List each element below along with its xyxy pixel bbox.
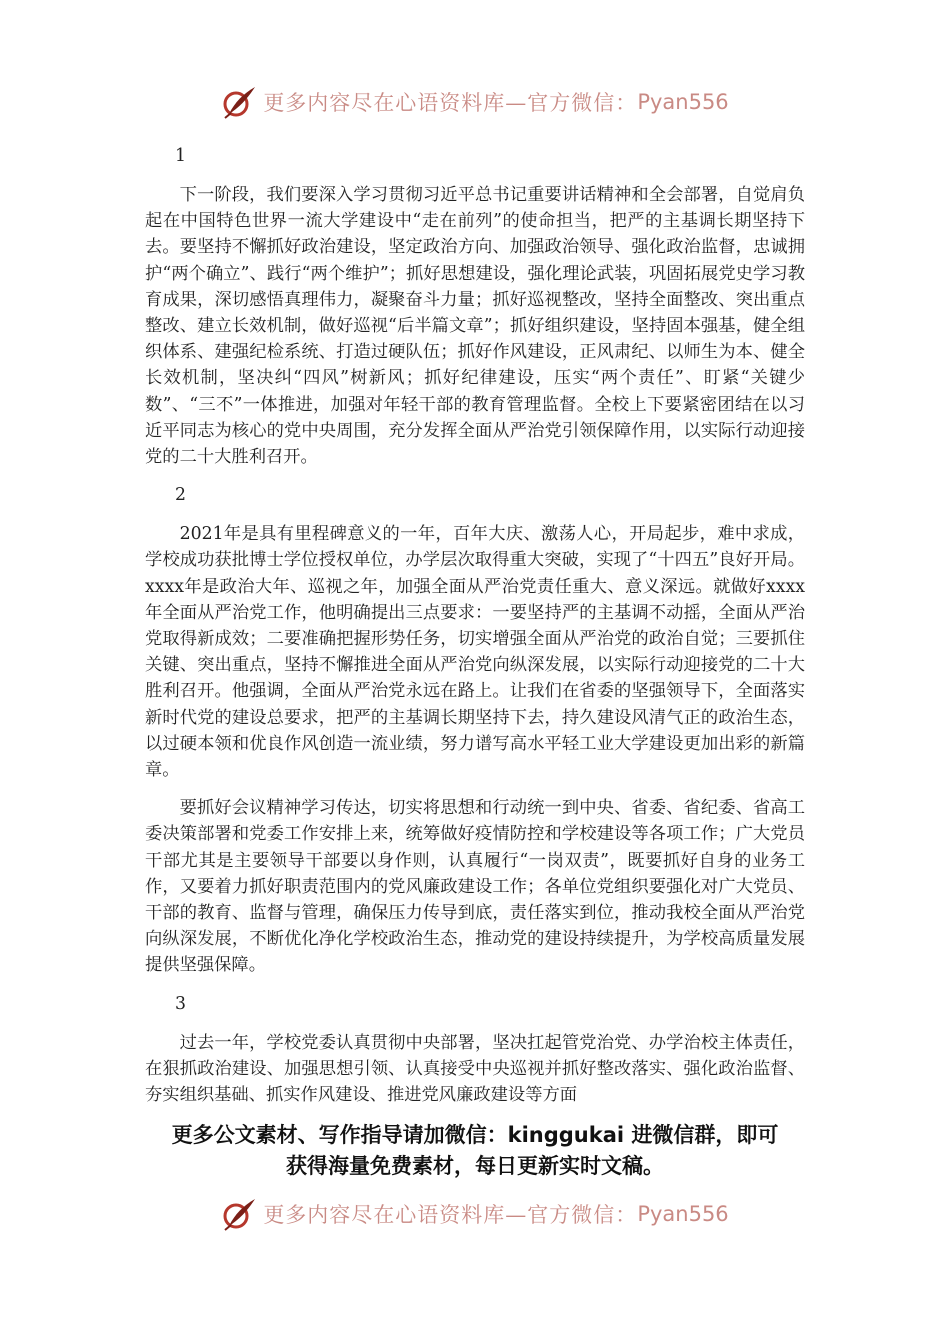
quill-logo-icon bbox=[221, 84, 257, 120]
promo-line-1: 更多公文素材、写作指导请加微信：kinggukai 进微信群，即可 bbox=[171, 1123, 779, 1147]
section-number: 2 bbox=[175, 485, 186, 506]
watermark-text: 更多内容尽在心语资料库—官方微信： bbox=[263, 91, 638, 115]
paragraph: 过去一年，学校党委认真贯彻中央部署，坚决扛起管党治党、办学治校主体责任，在狠抓政治建设、加强思想引领、认真接受中央巡视并抓好整改落实、强化政治监督、夯实组织基础、抓实作风建设、推进党风廉政建设等方面 bbox=[145, 1032, 805, 1106]
document-body bbox=[145, 143, 805, 1108]
promo-banner bbox=[100, 1120, 850, 1182]
promo-line-2: 获得海量免费素材，每日更新实时文稿。 bbox=[286, 1154, 664, 1178]
watermark-top bbox=[0, 84, 950, 120]
quill-logo-icon bbox=[221, 1196, 257, 1232]
section-number: 1 bbox=[175, 146, 186, 166]
watermark-wechat-id: Pyan556 bbox=[637, 90, 729, 114]
watermark-bottom bbox=[0, 1196, 950, 1232]
paragraph: 要抓好会议精神学习传达，切实将思想和行动统一到中央、省委、省纪委、省高工委决策部署和党委工作安排上来，统筹做好疫情防控和学校建设等各项工作；广大党员干部尤其是主要领导干部要以身作则，认真履行“一岗双责”，既要抓好自身的业务工作，又要着力抓好职责范围内的党风廉政建设工作；各单位党组织要强化对广大党员、干部的教育、监督与管理，确保压力传导到底，责任落实到位，推动我校全面从严治党向纵深发展，不断优化净化学校政治生态，推动党的建设持续提升，为学校高质量发展提供坚强保障。 bbox=[145, 798, 805, 976]
watermark-text: 更多内容尽在心语资料库—官方微信： bbox=[263, 1203, 638, 1227]
watermark-wechat-id: Pyan556 bbox=[637, 1202, 729, 1226]
section-number: 3 bbox=[175, 993, 186, 1014]
paragraph: 下一阶段，我们要深入学习贯彻习近平总书记重要讲话精神和全会部署，自觉肩负起在中国特色世界一流大学建设中“走在前列”的使命担当，把严的主基调长期坚持下去。要坚持不懈抓好政治建设，坚定政治方向、加强政治领导、强化政治监督，忠诚拥护“两个确立”、践行“两个维护”；抓好思想建设，强化理论武装，巩固拓展党史学习教育成果，深切感悟真理伟力，凝聚奋斗力量；抓好巡视整改，坚持全面整改、突出重点整改、建立长效机制，做好巡视“后半篇文章”；抓好组织建设，坚持固本强基，健全组织体系、建强纪检系统、打造过硬队伍；抓好作风建设，正风肃纪、以师生为本、健全长效机制，坚决纠“四风”树新风；抓好纪律建设，压实“两个责任”、盯紧“关键少数”、“三不”一体推进，加强对年轻干部的教育管理监督。全校上下要紧密团结在以习近平同志为核心的党中央周围，充分发挥全面从严治党引领保障作用，以实际行动迎接党的二十大胜利召开。 bbox=[145, 185, 805, 468]
paragraph: 2021年是具有里程碑意义的一年，百年大庆、激荡人心，开局起步，难中求成，学校成功获批博士学位授权单位，办学层次取得重大突破，实现了“十四五”良好开局。xxxx年是政治大年、巡视之年，加强全面从严治党责任重大、意义深远。就做好xxxx年全面从严治党工作，他明确提出三点要求：一要坚持严的主基调不动摇，全面从严治党取得新成效；二要准确把握形势任务，切实增强全面从严治党的政治自觉；三要抓住关键、突出重点，坚持不懈推进全面从严治党向纵深发展，以实际行动迎接党的二十大胜利召开。他强调，全面从严治党永远在路上。让我们在省委的坚强领导下，全面落实新时代党的建设总要求，把严的主基调长期坚持下去，持久建设风清气正的政治生态，以过硬本领和优良作风创造一流业绩，努力谱写高水平轻工业大学建设更加出彩的新篇章。 bbox=[145, 524, 805, 781]
